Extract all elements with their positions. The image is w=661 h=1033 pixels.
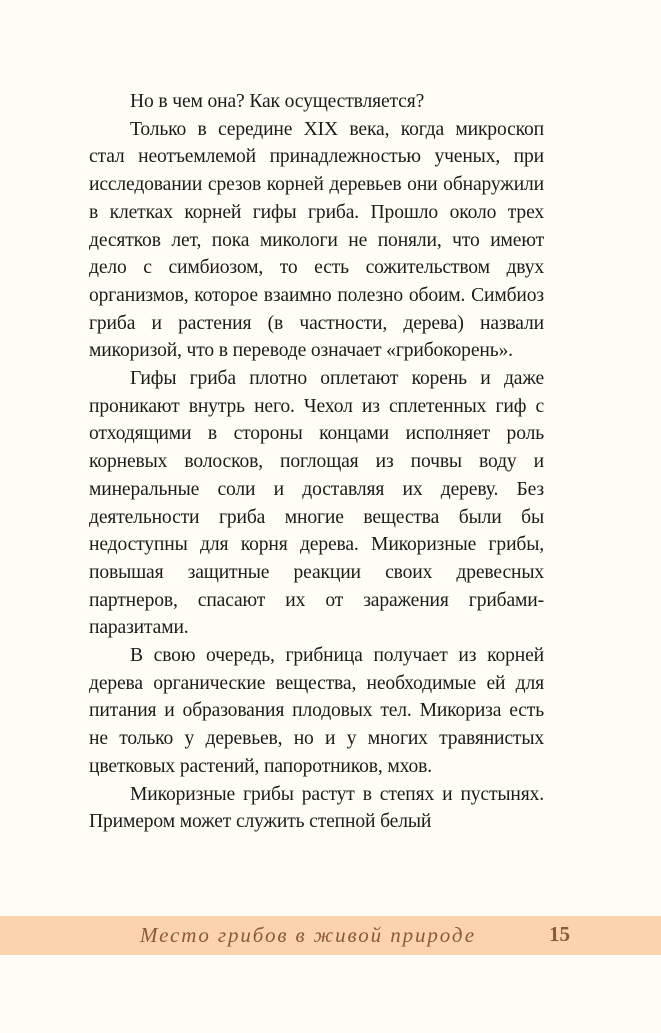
paragraph: В свою очередь, грибница получает из корней дерева органические вещества, необходимые ей для питания и образования плодовых тел. Микориза есть не только у деревьев, но и у многих травянистых цветковых растений, папоротников, мхов.	[89, 645, 544, 777]
running-title: Место грибов в живой природе	[140, 923, 476, 947]
paragraph: Микоризные грибы растут в степях и пустынях. Примером может служить степной белый	[89, 783, 544, 833]
page-number: 15	[549, 922, 570, 946]
page-body	[89, 88, 544, 836]
paragraph: Но в чем она? Как осуществляется?	[130, 91, 425, 112]
paragraph: Гифы гриба плотно оплетают корень и даже проникают внутрь него. Чехол из сплетенных гиф с отходящими в стороны концами исполняет роль корневых волосков, поглощая из почвы воду и минеральные соли и доставляя их дереву. Без деятельности гриба многие вещества были бы недоступны для корня дерева. Микоризные грибы, повышая защитные реакции своих древесных партнеров, спасают их от заражения грибами-паразитами.	[89, 368, 544, 639]
paragraph: Только в середине XIX века, когда микроскоп стал неотъемлемой принадлежностью ученых, при исследовании срезов корней деревьев они обнаружили в клетках корней гифы гриба. Прошло около трех десятков лет, пока микологи не поняли, что имеют дело с симбиозом, то есть сожительством двух организмов, которое взаимно полезно обоим. Симбиоз гриба и растения (в частности, дерева) назвали микоризой, что в переводе означает «грибокорень».	[89, 118, 544, 362]
